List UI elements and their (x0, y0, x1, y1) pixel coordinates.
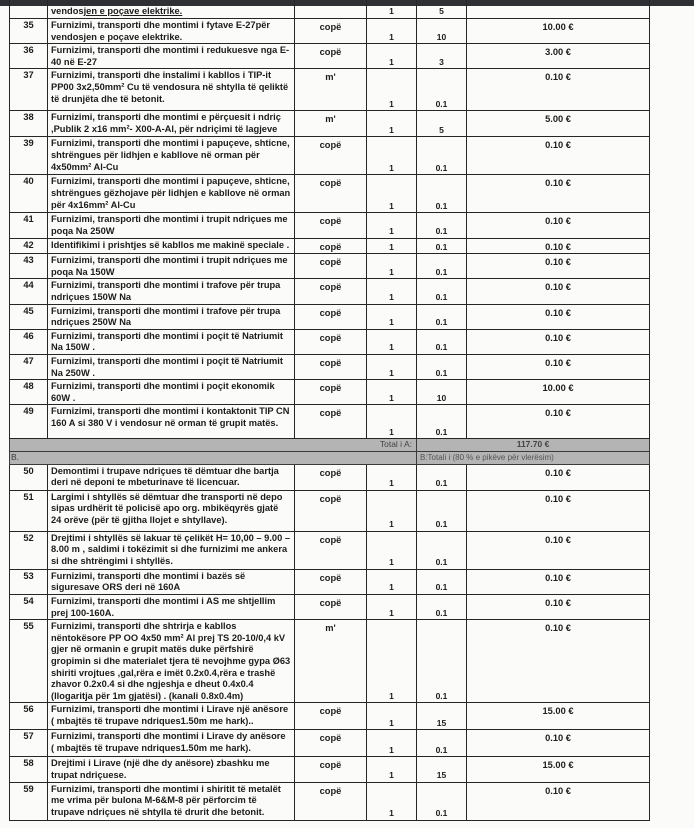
item-unit-price: 0.10 € (467, 730, 650, 757)
table-row (10, 44, 650, 69)
item-unit: copë (295, 279, 367, 304)
item-value: 10 (417, 19, 467, 44)
item-quantity: 1 (367, 569, 417, 594)
item-value: 0.1 (417, 238, 467, 254)
item-description: Furnizimi, transporti dhe montimi i trupit ndriçues me poqa Na 250W (48, 213, 295, 238)
item-unit-price: 0.10 € (467, 175, 650, 213)
item-quantity: 1 (367, 405, 417, 439)
item-description: Drejtimi i Lirave (një dhe dy anësore) zbashku me trupat ndriçuese. (48, 757, 295, 782)
bill-of-quantities-page (9, 0, 649, 821)
item-unit-price: 10.00 € (467, 19, 650, 44)
item-quantity: 1 (367, 782, 417, 820)
item-unit: m' (295, 620, 367, 703)
item-unit: copë (295, 380, 367, 405)
item-description: Furnizimi, transporti dhe montimi i bazës së siguresave ORS deri në 160A (48, 569, 295, 594)
item-value: 10 (417, 380, 467, 405)
table-row (10, 730, 650, 757)
item-number: 50 (10, 464, 48, 490)
item-unit: copë (295, 238, 367, 254)
item-description: Furnizimi, transporti dhe montimi e përçuesit i ndriç ,Publik 2 x16 mm²- X00-A-Al, për ndriçimi të lagjeve (48, 111, 295, 137)
table-row (10, 569, 650, 594)
item-unit-price: 0.10 € (467, 531, 650, 569)
item-value: 0.1 (417, 329, 467, 354)
item-unit: copë (295, 354, 367, 379)
item-number: 58 (10, 757, 48, 782)
item-quantity: 1 (367, 757, 417, 782)
item-unit-price: 0.10 € (467, 405, 650, 439)
table-row (10, 703, 650, 730)
item-quantity: 1 (367, 354, 417, 379)
section-b-header (10, 452, 650, 465)
item-number: 56 (10, 703, 48, 730)
item-value: 15 (417, 757, 467, 782)
item-quantity: 1 (367, 304, 417, 329)
item-unit: copë (295, 730, 367, 757)
item-quantity: 1 (367, 329, 417, 354)
table-row (10, 405, 650, 439)
item-unit-price: 5.00 € (467, 111, 650, 137)
item-number: 55 (10, 620, 48, 703)
item-number: 47 (10, 354, 48, 379)
item-unit-price: 15.00 € (467, 757, 650, 782)
item-number: 35 (10, 19, 48, 44)
item-unit: copë (295, 329, 367, 354)
item-quantity: 1 (367, 279, 417, 304)
item-number: 59 (10, 782, 48, 820)
item-description: Drejtimi i shtyllës së lakuar të çelikët H= 10,00 – 9.00 – 8.00 m , saldimi i tokëzimit si dhe furnizimi me ankera si dhe shtrëngimi i shtyllës. (48, 531, 295, 569)
item-unit-price: 0.10 € (467, 304, 650, 329)
item-unit: copë (295, 757, 367, 782)
item-number: 45 (10, 304, 48, 329)
item-description: Furnizimi, transporti dhe montimi i trupit ndriçues me poqa Na 150W (48, 254, 295, 279)
item-quantity: 1 (367, 175, 417, 213)
item-unit-price: 3.00 € (467, 44, 650, 69)
item-unit: copë (295, 175, 367, 213)
item-description: Furnizimi, transporti dhe instalimi i kabllos i TIP-it PP00 3x2,50mm² Cu të vendosura në shtylla të qeliktë të drunjëta dhe të betonit. (48, 69, 295, 111)
item-unit: m' (295, 111, 367, 137)
item-unit: copë (295, 44, 367, 69)
item-unit: copë (295, 254, 367, 279)
item-number: 43 (10, 254, 48, 279)
item-unit-price: 0.10 € (467, 279, 650, 304)
item-unit: copë (295, 304, 367, 329)
item-value: 0.1 (417, 69, 467, 111)
item-description: Largimi i shtyllës së dëmtuar dhe transporti në depo sipas urdhërit të policisë apo org. mbikëqyrës gjatë 24 orëve (për të gjitha llojet e shtyllave). (48, 490, 295, 531)
bill-of-quantities-table (9, 0, 650, 821)
table-row (10, 238, 650, 254)
item-value: 0.1 (417, 354, 467, 379)
item-unit: copë (295, 137, 367, 175)
item-unit: copë (295, 213, 367, 238)
item-unit-price: 0.10 € (467, 595, 650, 620)
item-description: Furnizimi, transporti dhe montimi i redukuesve nga E-40 në E-27 (48, 44, 295, 69)
table-row (10, 757, 650, 782)
table-row (10, 329, 650, 354)
item-unit-price: 0.10 € (467, 569, 650, 594)
item-value: 0.1 (417, 304, 467, 329)
item-value: 0.1 (417, 279, 467, 304)
item-unit: copë (295, 531, 367, 569)
item-quantity: 1 (367, 380, 417, 405)
item-unit-price: 0.10 € (467, 464, 650, 490)
table-row (10, 254, 650, 279)
item-number: 53 (10, 569, 48, 594)
table-row (10, 595, 650, 620)
item-value: 0.1 (417, 213, 467, 238)
item-value: 0.1 (417, 175, 467, 213)
table-row (10, 19, 650, 44)
item-value: 0.1 (417, 620, 467, 703)
item-value: 0.1 (417, 254, 467, 279)
item-value: 0.1 (417, 595, 467, 620)
item-value: 0.1 (417, 730, 467, 757)
item-number: 51 (10, 490, 48, 531)
item-number: 42 (10, 238, 48, 254)
item-unit-price: 0.10 € (467, 490, 650, 531)
table-row (10, 304, 650, 329)
item-description: Furnizimi, transporti dhe montimi i fytave E-27për vendosjen e poçave elektrike. (48, 19, 295, 44)
item-unit-price: 0.10 € (467, 782, 650, 820)
table-row (10, 380, 650, 405)
item-unit: copë (295, 405, 367, 439)
total-a-row (10, 439, 650, 452)
item-number: 52 (10, 531, 48, 569)
item-number: 46 (10, 329, 48, 354)
table-row (10, 279, 650, 304)
carryover-description: vendosjen e poçave elektrike. (48, 0, 295, 19)
item-value: 0.1 (417, 569, 467, 594)
item-number: 54 (10, 595, 48, 620)
item-description: Furnizimi, transporti dhe montimi i trafove për trupa ndriçues 250W Na (48, 304, 295, 329)
item-number: 39 (10, 137, 48, 175)
table-row (10, 490, 650, 531)
item-description: Furnizimi, transporti dhe montimi i trafove për trupa ndriçues 150W Na (48, 279, 295, 304)
item-quantity: 1 (367, 19, 417, 44)
item-number: 48 (10, 380, 48, 405)
item-quantity: 1 (367, 69, 417, 111)
item-quantity: 1 (367, 238, 417, 254)
item-unit: m' (295, 69, 367, 111)
item-unit-price: 0.10 € (467, 238, 650, 254)
item-description: Furnizimi, transporti dhe montimi i poçit ekonomik 60W . (48, 380, 295, 405)
table-row (10, 69, 650, 111)
item-number: 38 (10, 111, 48, 137)
item-quantity: 1 (367, 620, 417, 703)
item-unit-price: 0.10 € (467, 213, 650, 238)
section-b-note: B:Totali i (80 % e pikëve për vlerësim) (417, 452, 650, 465)
item-description: Furnizimi, transporti dhe montimi i Lirave dy anësore ( mbajtës të trupave ndriques1.50m me hark). (48, 730, 295, 757)
item-value: 5 (417, 111, 467, 137)
item-description: Furnizimi, transporti dhe montimi i AS me shtjellim prej 100-160A. (48, 595, 295, 620)
item-number: 37 (10, 69, 48, 111)
item-quantity: 1 (367, 111, 417, 137)
item-quantity: 1 (367, 137, 417, 175)
item-unit: copë (295, 569, 367, 594)
table-row (10, 354, 650, 379)
item-description: Furnizimi, transporti dhe montimi i kontaktonit TIP CN 160 A si 380 V i vendosur në orman të grupit matës. (48, 405, 295, 439)
item-unit-price: 0.10 € (467, 137, 650, 175)
table-row (10, 213, 650, 238)
table-row (10, 531, 650, 569)
item-unit: copë (295, 19, 367, 44)
table-row (10, 111, 650, 137)
item-unit-price: 0.10 € (467, 620, 650, 703)
item-quantity: 1 (367, 531, 417, 569)
item-number: 41 (10, 213, 48, 238)
item-description: Furnizimi, transporti dhe shtrirja e kabllos nëntokësore PP OO 4x50 mm² Al prej TS 20-10/0,4 kV gjer në ormanin e grupit matës duke përfshirë gropimin si dhe materialet tjera të nevojhme gypa Ø63 shiriti vrojtues ,gal,rëra e imët 0.2x0.4,rëra e trashë zhavor 0.2x0.4 si dhe ngjeshja e dheut 0.4x0.4 (llogaritja për 1m gjatësi) . (kanali 0.8x0.4m) (48, 620, 295, 703)
item-value: 0.1 (417, 405, 467, 439)
item-number: 49 (10, 405, 48, 439)
item-quantity: 1 (367, 703, 417, 730)
table-row (10, 464, 650, 490)
section-b-label: B. (10, 452, 417, 465)
item-number: 57 (10, 730, 48, 757)
item-description: Furnizimi, transporti dhe montimi i papuçeve, shticne, shtrëngues gëzhojave për lidhjen e kabllove në orman për 4x16mm² Al-Cu (48, 175, 295, 213)
item-description: Furnizimi, transporti dhe montimi i papuçeve, shticne, shtrëngues për lidhjen e kabllove në orman për 4x50mm² Al-Cu (48, 137, 295, 175)
item-description: Furnizimi, transporti dhe montimi i shiritit të metalët me vrima për bulona M-6&M-8 për përforcim të trupave ndriçues në shtylla të drurit dhe betonit. (48, 782, 295, 820)
item-unit-price: 15.00 € (467, 703, 650, 730)
item-number: 44 (10, 279, 48, 304)
item-number: 36 (10, 44, 48, 69)
total-a-value: 117.70 € (417, 439, 650, 452)
item-number: 40 (10, 175, 48, 213)
item-quantity: 1 (367, 730, 417, 757)
item-description: Furnizimi, transporti dhe montimi i poçit të Natriumit Na 250W . (48, 354, 295, 379)
item-value: 0.1 (417, 531, 467, 569)
item-unit: copë (295, 703, 367, 730)
item-value: 15 (417, 703, 467, 730)
total-a-label: Total i A: (10, 439, 417, 452)
item-unit: copë (295, 595, 367, 620)
item-quantity: 1 (367, 595, 417, 620)
item-description: Furnizimi, transporti dhe montimi i poçit të Natriumit Na 150W . (48, 329, 295, 354)
table-row (10, 137, 650, 175)
item-unit: copë (295, 782, 367, 820)
item-value: 3 (417, 44, 467, 69)
item-unit-price: 0.10 € (467, 354, 650, 379)
item-unit-price: 0.10 € (467, 69, 650, 111)
item-description: Identifikimi i prishtjes së kabllos me makinë speciale . (48, 238, 295, 254)
table-row (10, 782, 650, 820)
item-quantity: 1 (367, 44, 417, 69)
item-unit-price: 10.00 € (467, 380, 650, 405)
item-quantity: 1 (367, 213, 417, 238)
item-unit: copë (295, 464, 367, 490)
table-row (10, 175, 650, 213)
item-description: Demontimi i trupave ndriçues të dëmtuar dhe bartja deri në deponi te mbeturinave të licencuar. (48, 464, 295, 490)
item-description: Furnizimi, transporti dhe montimi i Lirave një anësore ( mbajtës të trupave ndriques1.50m me hark).. (48, 703, 295, 730)
carryover-row: vendosjen e poçave elektrike. 1 5 (10, 0, 650, 19)
item-unit-price: 0.10 € (467, 254, 650, 279)
item-value: 0.1 (417, 137, 467, 175)
item-quantity: 1 (367, 464, 417, 490)
table-row (10, 620, 650, 703)
item-quantity: 1 (367, 490, 417, 531)
item-value: 0.1 (417, 782, 467, 820)
item-quantity: 1 (367, 254, 417, 279)
item-unit: copë (295, 490, 367, 531)
item-value: 0.1 (417, 490, 467, 531)
item-unit-price: 0.10 € (467, 329, 650, 354)
item-value: 0.1 (417, 464, 467, 490)
